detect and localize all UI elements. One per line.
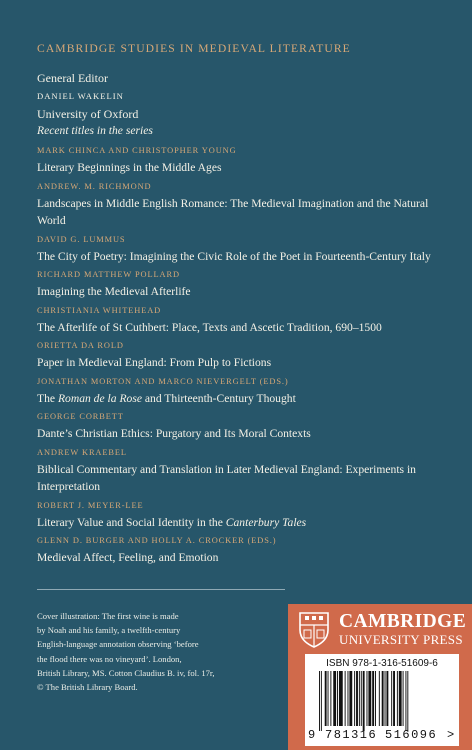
book-title: The City of Poetry: Imagining the Civic Role of the Poet in Fourteenth-Century Italy	[37, 249, 431, 263]
book-author: GLENN D. BURGER AND HOLLY A. CROCKER (EDS.)	[37, 536, 277, 545]
book-title: Landscapes in Middle English Romance: The Medieval Imagination and the Natural World	[37, 196, 429, 227]
barcode-bar	[330, 671, 331, 726]
barcode-bar	[407, 671, 408, 731]
book-author: CHRISTIANIA WHITEHEAD	[37, 305, 162, 315]
book-entry	[37, 269, 447, 301]
publisher-subtitle: UNIVERSITY PRESS	[339, 632, 463, 647]
barcode-bar	[399, 671, 402, 726]
book-entry	[37, 340, 447, 372]
book-title: Literary Beginnings in the Middle Ages	[37, 161, 222, 174]
cover-credit-line: British Library, MS. Cotton Claudius B. iv, fol. 17r,	[37, 667, 215, 678]
barcode-bar	[368, 671, 371, 726]
barcode-bar	[354, 671, 355, 726]
barcode-bar	[375, 671, 376, 726]
barcode-bar	[393, 671, 395, 726]
book-author: ANDREW KRAEBEL	[37, 447, 127, 457]
barcode-bar	[403, 671, 404, 726]
barcode-bar	[319, 671, 320, 731]
cover-credit-line: by Noah and his family, a twelfth-century	[37, 625, 181, 636]
cover-credit-line: the flood there was no vineyard’. London,	[37, 653, 182, 664]
isbn-label: ISBN 978-1-316-51609-6	[326, 658, 438, 669]
cover-illustration-credit	[37, 609, 282, 694]
barcode-bar	[349, 671, 352, 726]
barcode-bar	[328, 671, 329, 726]
editor-name: DANIEL WAKELIN	[37, 91, 124, 101]
book-title: Biblical Commentary and Translation in Later Medieval England: Experiments in Interpretation	[37, 462, 416, 493]
barcode-bar	[367, 671, 368, 726]
barcode-bar	[348, 671, 349, 726]
barcode-right-digits: 516096	[385, 728, 438, 742]
book-title	[37, 390, 447, 408]
book-author: JONATHAN MORTON AND MARCO NIEVERGELT (EDS.)	[37, 376, 289, 386]
book-author: ORIETTA DA ROLD	[37, 341, 124, 350]
barcode-left-digits: 781316	[325, 728, 378, 742]
book-title-part: and Thirteenth-Century Thought	[141, 391, 296, 405]
book-entry	[37, 535, 447, 567]
book-entry	[37, 447, 447, 496]
barcode-bar	[321, 671, 322, 731]
book-entry	[37, 181, 447, 230]
barcode-bar	[325, 671, 327, 726]
barcode-digits	[305, 728, 459, 744]
book-title-part: Literary Value and Social Identity in the	[37, 515, 226, 529]
book-title-part: The	[37, 391, 58, 405]
barcode-bar	[372, 671, 374, 726]
book-title-italic: Roman de la Rose	[57, 391, 142, 405]
book-author: GEORGE CORBETT	[37, 412, 124, 421]
barcode-bar	[339, 671, 343, 726]
book-entry	[37, 500, 447, 532]
barcode-bar	[379, 671, 380, 726]
book-author: RICHARD MATTHEW POLLARD	[37, 270, 180, 279]
publisher-panel	[288, 604, 472, 750]
barcode-bar	[363, 671, 365, 731]
barcode-arrow: >	[447, 728, 455, 742]
barcode-bar	[382, 671, 384, 726]
cover-credit-line: Cover illustration: The first wine is made	[37, 611, 179, 621]
series-title: CAMBRIDGE STUDIES IN MEDIEVAL LITERATURE	[37, 42, 351, 55]
book-entry	[37, 376, 447, 408]
book-title-italic: Canterbury Tales	[225, 515, 307, 529]
book-title: Medieval Affect, Feeling, and Emotion	[37, 551, 219, 564]
cover-credit-line: English-language annotation observing ‘before	[37, 639, 199, 650]
general-editor-label: General Editor	[37, 71, 108, 85]
barcode-bar	[361, 671, 362, 726]
cover-credit-line: © The British Library Board.	[37, 682, 138, 693]
barcode-bar	[391, 671, 392, 726]
book-author: ROBERT J. MEYER-LEE	[37, 500, 144, 510]
book-entry	[37, 145, 447, 177]
barcode-bar	[359, 671, 360, 726]
book-entry	[37, 305, 447, 337]
recent-titles-heading: Recent titles in the series	[37, 124, 153, 137]
barcode-bar	[337, 671, 338, 726]
barcode-bar	[385, 671, 386, 726]
barcode-first-digit: 9	[308, 728, 316, 742]
barcode-bar	[386, 671, 388, 726]
cambridge-crest-icon	[299, 612, 329, 648]
book-author: MARK CHINCA AND CHRISTOPHER YOUNG	[37, 146, 237, 155]
barcode-bar	[345, 671, 346, 726]
book-entry	[37, 234, 447, 266]
editor-affiliation: University of Oxford	[37, 107, 139, 121]
barcode-bar	[405, 671, 406, 731]
publisher-name: CAMBRIDGE	[339, 611, 467, 632]
barcode-bars	[317, 671, 447, 733]
book-author: ANDREW. M. RICHMOND	[37, 181, 152, 191]
barcode-bar	[333, 671, 336, 726]
barcode	[305, 654, 459, 746]
book-list	[37, 145, 447, 571]
book-title: Paper in Medieval England: From Pulp to Fictions	[37, 356, 272, 369]
divider	[37, 589, 285, 590]
book-title	[37, 514, 447, 532]
book-title: Imagining the Medieval Afterlife	[37, 285, 191, 298]
book-title: Dante’s Christian Ethics: Purgatory and Its Moral Contexts	[37, 427, 311, 440]
book-author: DAVID G. LUMMUS	[37, 234, 126, 244]
barcode-bar	[356, 671, 358, 726]
barcode-bar	[397, 671, 398, 726]
book-title: The Afterlife of St Cuthbert: Place, Texts and Ascetic Tradition, 690–1500	[37, 320, 382, 334]
book-entry	[37, 411, 447, 443]
